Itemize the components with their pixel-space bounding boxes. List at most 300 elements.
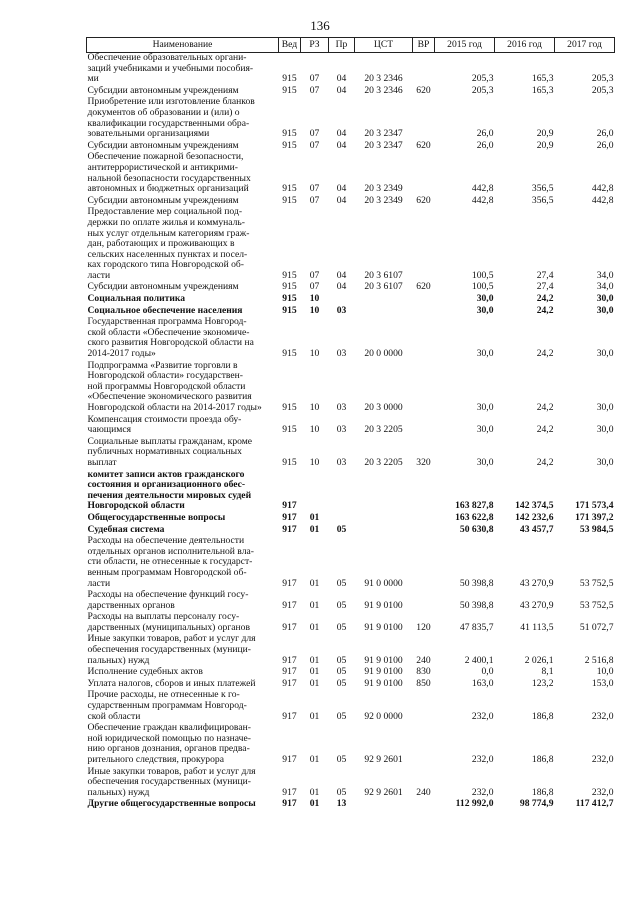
cell-name-line: 2014-2017 годы» [87, 348, 156, 360]
cell-2015: 442,8 [471, 183, 494, 195]
cell-name-line: Субсидии автономным учреждениям [87, 281, 239, 293]
cell-rz: 01 [309, 677, 320, 689]
cell-2017: 205,3 [591, 84, 614, 96]
cell-2015: 232,0 [471, 710, 494, 722]
table-row [87, 513, 615, 525]
cell-rz: 10 [309, 293, 320, 305]
cell-cst [355, 525, 413, 537]
header-cst: ЦСТ [355, 38, 413, 53]
header-rz: РЗ [301, 38, 329, 53]
table-row [87, 767, 615, 800]
cell-name-line: Судебная система [87, 523, 165, 535]
cell-ved: 915 [282, 281, 297, 293]
cell-pr: 05 [336, 577, 347, 589]
cell-2017: 442,8 [591, 183, 614, 195]
cell-name-line: ской области «Обеспечение экономиче- [87, 326, 250, 338]
cell-name-line: Новгородской области» государствен- [87, 370, 243, 382]
cell-rz: 07 [309, 128, 320, 140]
cell-name-line: дарственных (муниципальных) органов [87, 621, 250, 633]
cell-2016: 24,2 [536, 304, 554, 316]
cell-cst: 20 3 2205 [364, 424, 403, 436]
cell-2015: 232,0 [471, 786, 494, 798]
cell-name-line: ласти [87, 577, 111, 589]
cell-vr [413, 415, 435, 437]
cell-ved: 917 [282, 666, 297, 678]
cell-2017: 30,0 [596, 348, 614, 360]
table-row [87, 152, 615, 195]
cell-ved: 917 [282, 798, 297, 810]
cell-name-line: Новгородской области [87, 500, 185, 512]
cell-2017: 232,0 [591, 710, 614, 722]
cell-vr: 240 [416, 786, 431, 798]
cell-vr: 830 [416, 666, 431, 678]
cell-pr: 04 [336, 183, 347, 195]
table-row [87, 415, 615, 437]
cell-cst: 20 3 2347 [364, 128, 403, 140]
cell-2015: 2 400,1 [464, 654, 494, 666]
cell-2017: 34,0 [596, 281, 614, 293]
cell-rz: 10 [309, 424, 320, 436]
cell-cst [355, 513, 413, 525]
cell-rz: 01 [309, 654, 320, 666]
cell-ved: 915 [282, 456, 297, 468]
cell-2017: 30,0 [596, 293, 614, 305]
cell-ved: 917 [282, 577, 297, 589]
cell-2015: 163,0 [471, 677, 494, 689]
cell-name-line: обеспечения государственных (муници- [87, 776, 252, 788]
cell-name [87, 513, 279, 525]
cell-pr: 04 [336, 139, 347, 151]
table-row [87, 634, 615, 667]
header-2016: 2016 год [495, 38, 555, 53]
cell-2016: 24,2 [536, 293, 554, 305]
cell-pr: 05 [336, 599, 347, 611]
cell-rz: 07 [309, 84, 320, 96]
cell-name-line: публичных нормативных социальных [87, 446, 242, 458]
cell-name-line: Субсидии автономным учреждениям [87, 139, 239, 151]
cell-cst: 20 3 2346 [364, 84, 403, 96]
table-body [87, 53, 615, 811]
header-2015: 2015 год [435, 38, 495, 53]
cell-2015: 50 398,8 [459, 599, 494, 611]
cell-cst [355, 799, 413, 811]
cell-rz: 01 [309, 666, 320, 678]
cell-vr [413, 723, 435, 766]
cell-name-line: ках городского типа Новгородской об- [87, 259, 244, 271]
cell-2015: 50 630,8 [459, 523, 494, 535]
cell-2016: 24,2 [536, 402, 554, 413]
cell-2016: 186,8 [531, 710, 554, 722]
cell-ved: 917 [282, 677, 297, 689]
cell-name-line: нальной безопасности государственных [87, 172, 251, 184]
cell-2016: 186,8 [531, 754, 554, 765]
cell-ved: 915 [282, 139, 297, 151]
cell-2015: 26,0 [476, 139, 494, 151]
cell-2016: 24,2 [536, 456, 554, 468]
cell-name-line: рительного следствия, прокурора [87, 754, 224, 765]
cell-vr [413, 361, 435, 415]
cell-rz: 01 [309, 511, 320, 523]
cell-name-line: Социальное обеспечение населения [87, 304, 243, 316]
cell-ved: 915 [282, 402, 297, 413]
cell-2017: 232,0 [591, 754, 614, 765]
cell-cst: 91 9 0100 [364, 677, 403, 689]
cell-pr: 04 [336, 73, 347, 85]
cell-ved: 917 [282, 511, 297, 523]
cell-ved: 915 [282, 84, 297, 96]
cell-name [87, 53, 279, 86]
cell-pr: 05 [336, 754, 347, 765]
cell-pr: 05 [336, 710, 347, 722]
cell-name-line: документов об образовании и (или) о [87, 106, 240, 118]
cell-2017: 26,0 [596, 128, 614, 140]
cell-2017: 53 752,5 [579, 599, 614, 611]
cell-name-line: автономных и бюджетных организаций [87, 183, 249, 195]
cell-name-line: выплат [87, 456, 117, 468]
cell-2016: 20,9 [536, 139, 554, 151]
cell-ved: 915 [282, 128, 297, 140]
cell-name-line: комитет записи актов гражданского [87, 468, 245, 480]
cell-cst: 91 9 0100 [364, 654, 403, 666]
cell-name [87, 634, 279, 667]
cell-name-line: квалификации государственными обра- [87, 117, 250, 129]
cell-name-line: Общегосударственные вопросы [87, 511, 226, 523]
cell-rz: 01 [309, 754, 320, 765]
cell-vr [413, 53, 435, 86]
cell-name [87, 207, 279, 282]
cell-2016: 27,4 [536, 281, 554, 293]
cell-rz: 10 [309, 456, 320, 468]
cell-name-line: заций учебниками и учебными пособия- [87, 62, 254, 74]
cell-2017: 34,0 [596, 269, 614, 281]
cell-cst: 92 9 2601 [364, 786, 403, 798]
table-row [87, 690, 615, 723]
cell-name-line: Обеспечение образовательных органи- [87, 52, 247, 63]
cell-2017: 117 412,7 [575, 798, 614, 810]
cell-ved: 917 [282, 500, 297, 512]
cell-vr [413, 317, 435, 360]
cell-name [87, 294, 279, 306]
cell-pr: 04 [336, 281, 347, 293]
cell-name-line: Обеспечение граждан квалифицирован- [87, 722, 251, 734]
cell-2016: 43 457,7 [519, 523, 554, 535]
table-row [87, 437, 615, 470]
cell-2015: 163 827,8 [455, 500, 494, 512]
cell-rz: 01 [309, 599, 320, 611]
cell-vr: 240 [416, 654, 431, 666]
cell-vr [413, 799, 435, 811]
cell-cst: 20 3 2349 [364, 183, 403, 195]
cell-cst: 20 3 2205 [364, 456, 403, 468]
cell-name-line: печения деятельности мировых судей [87, 489, 252, 501]
cell-2016: 356,5 [531, 183, 554, 195]
cell-2016: 98 774,9 [519, 798, 554, 810]
table-row [87, 799, 615, 811]
cell-vr [413, 590, 435, 612]
cell-rz: 07 [309, 269, 320, 281]
cell-pr: 13 [336, 798, 347, 810]
cell-2015: 50 398,8 [459, 577, 494, 589]
cell-name-line: состояния и организационного обес- [87, 479, 246, 491]
cell-name-line: нию органов дознания, органов предва- [87, 743, 250, 755]
cell-name [87, 152, 279, 195]
cell-cst: 20 3 6107 [364, 281, 403, 293]
cell-2017: 30,0 [596, 456, 614, 468]
cell-2015: 30,0 [476, 456, 494, 468]
cell-name [87, 437, 279, 470]
cell-2017: 171 573,4 [575, 500, 614, 512]
cell-2016: 142 374,5 [515, 500, 554, 512]
cell-vr [413, 294, 435, 306]
cell-2017: 30,0 [596, 304, 614, 316]
cell-name [87, 536, 279, 590]
cell-name [87, 612, 279, 634]
cell-name-line: чающимся [87, 424, 132, 436]
cell-name-line: дарственных органов [87, 599, 175, 611]
cell-ved: 917 [282, 710, 297, 722]
header-vr: ВР [413, 38, 435, 53]
cell-name-line: зовательными организациями [87, 128, 210, 140]
cell-rz: 07 [309, 73, 320, 85]
cell-2015: 112 992,0 [455, 798, 494, 810]
cell-name-line: ной программы Новгородской области [87, 380, 246, 392]
cell-2017: 2 516,8 [584, 654, 614, 666]
cell-name [87, 690, 279, 723]
table-header [87, 38, 615, 53]
cell-vr: 850 [416, 677, 431, 689]
cell-vr: 620 [416, 84, 431, 96]
cell-ved: 915 [282, 183, 297, 195]
cell-name [87, 470, 279, 513]
cell-pr: 05 [336, 666, 347, 678]
cell-name-line: Исполнение судебных актов [87, 666, 203, 678]
cell-name-line: Предоставление мер социальной под- [87, 206, 243, 218]
cell-name [87, 723, 279, 766]
cell-ved: 915 [282, 348, 297, 360]
table-row [87, 470, 615, 513]
cell-pr [329, 513, 355, 525]
budget-table [86, 37, 615, 811]
cell-ved: 915 [282, 194, 297, 206]
cell-2016: 186,8 [531, 786, 554, 798]
cell-2015: 163 622,8 [455, 511, 494, 523]
table-row [87, 723, 615, 766]
cell-vr [413, 513, 435, 525]
cell-name-line: Другие общегосударственные вопросы [87, 798, 256, 810]
cell-cst: 20 3 2346 [364, 73, 403, 85]
cell-name-line: Государственная программа Новгород- [87, 316, 247, 328]
cell-name-line: пальных) нужд [87, 786, 150, 798]
cell-name-line: Обеспечение пожарной безопасности, [87, 151, 244, 163]
cell-name-line: пальных) нужд [87, 654, 150, 666]
cell-2016: 43 270,9 [519, 577, 554, 589]
cell-rz: 01 [309, 523, 320, 535]
cell-rz: 10 [309, 402, 320, 413]
cell-name-line: сударственным программам Новгород- [87, 700, 247, 712]
cell-pr: 03 [336, 424, 347, 436]
cell-2016: 8,1 [541, 666, 554, 678]
cell-vr [413, 470, 435, 513]
cell-pr: 03 [336, 456, 347, 468]
cell-name-line: ского развития Новгородской области на [87, 337, 254, 349]
cell-pr: 05 [336, 654, 347, 666]
cell-2016: 2 026,1 [524, 654, 554, 666]
cell-name-line: сельских населенных пунктах и посел- [87, 248, 248, 260]
cell-2015: 26,0 [476, 128, 494, 140]
cell-2015: 47 835,7 [459, 621, 494, 633]
cell-vr: 620 [416, 139, 431, 151]
cell-2015: 442,8 [471, 194, 494, 206]
table-row [87, 97, 615, 140]
cell-ved: 917 [282, 523, 297, 535]
cell-pr: 04 [336, 84, 347, 96]
cell-name-line: Субсидии автономным учреждениям [87, 194, 239, 206]
table-row [87, 612, 615, 634]
cell-vr [413, 207, 435, 282]
cell-cst: 91 9 0100 [364, 599, 403, 611]
cell-pr: 05 [336, 621, 347, 633]
header-pr: Пр [329, 38, 355, 53]
cell-name [87, 361, 279, 415]
cell-rz: 10 [309, 304, 320, 316]
cell-2015: 30,0 [476, 424, 494, 436]
cell-name-line: держки по оплате жилья и коммуналь- [87, 216, 245, 228]
cell-name-line: антитеррористической и антикрими- [87, 161, 238, 173]
cell-cst [355, 306, 413, 318]
cell-name [87, 317, 279, 360]
header-ved: Вед [279, 38, 301, 53]
cell-name-line: Приобретение или изготовление бланков [87, 96, 255, 108]
cell-name-line: Расходы на обеспечение деятельности [87, 535, 245, 547]
cell-name [87, 415, 279, 437]
cell-2017: 26,0 [596, 139, 614, 151]
cell-pr: 04 [336, 194, 347, 206]
cell-pr [329, 294, 355, 306]
cell-2015: 100,5 [471, 281, 494, 293]
cell-pr: 05 [336, 523, 347, 535]
cell-name-line: ми [87, 73, 99, 85]
cell-name-line: Уплата налогов, сборов и иных платежей [87, 677, 256, 689]
cell-2017: 53 752,5 [579, 577, 614, 589]
cell-2015: 30,0 [476, 402, 494, 413]
cell-rz: 07 [309, 183, 320, 195]
cell-pr: 05 [336, 677, 347, 689]
cell-vr [413, 152, 435, 195]
table-row [87, 361, 615, 415]
cell-2017: 53 984,5 [579, 523, 614, 535]
cell-cst: 20 3 2347 [364, 139, 403, 151]
cell-name [87, 97, 279, 140]
cell-name-line: Новгородской области на 2014-2017 годы» [87, 402, 262, 413]
cell-2016: 41 113,5 [520, 621, 554, 633]
cell-2016: 356,5 [531, 194, 554, 206]
cell-rz [301, 470, 329, 513]
cell-rz: 07 [309, 281, 320, 293]
cell-vr [413, 306, 435, 318]
cell-2016: 24,2 [536, 424, 554, 436]
cell-name-line: Субсидии автономным учреждениям [87, 84, 239, 96]
cell-name-line: венным программам Новгородской об- [87, 566, 247, 578]
cell-ved: 915 [282, 304, 297, 316]
cell-name-line: сти области, не отнесенные к государст- [87, 556, 253, 568]
cell-name-line: «Обеспечение экономического развития [87, 391, 252, 403]
cell-name-line: обеспечения государственных (муници- [87, 644, 252, 656]
table-row [87, 536, 615, 590]
cell-name-line: дан, работающих и проживающих в [87, 238, 235, 250]
cell-rz: 01 [309, 798, 320, 810]
cell-rz: 01 [309, 786, 320, 798]
cell-2016: 20,9 [536, 128, 554, 140]
cell-name-line: ласти [87, 269, 111, 281]
cell-name-line: Социальные выплаты гражданам, кроме [87, 435, 253, 447]
cell-name-line: Иные закупки товаров, работ и услуг для [87, 633, 256, 645]
cell-name-line: Прочие расходы, не отнесенные к го- [87, 689, 240, 701]
cell-rz: 10 [309, 348, 320, 360]
cell-vr [413, 97, 435, 140]
cell-name-line: Расходы на обеспечение функций госу- [87, 589, 249, 601]
cell-cst: 92 9 2601 [364, 754, 403, 765]
cell-name-line: Компенсация стоимости проезда обу- [87, 413, 242, 425]
cell-pr: 04 [336, 269, 347, 281]
cell-name-line: Подпрограмма «Развитие торговли в [87, 359, 238, 371]
cell-cst: 92 0 0000 [364, 710, 403, 722]
cell-name-line: ных услуг отдельным категориям граж- [87, 227, 250, 239]
cell-2017: 10,0 [596, 666, 614, 678]
cell-pr [329, 470, 355, 513]
cell-rz: 07 [309, 194, 320, 206]
cell-vr [413, 536, 435, 590]
cell-pr: 03 [336, 304, 347, 316]
cell-rz: 01 [309, 710, 320, 722]
cell-2015: 100,5 [471, 269, 494, 281]
cell-ved: 917 [282, 786, 297, 798]
cell-2017: 153,0 [591, 677, 614, 689]
cell-ved: 915 [282, 73, 297, 85]
cell-2017: 171 397,2 [575, 511, 614, 523]
cell-name [87, 767, 279, 800]
cell-name-line: ной юридической помощью по назначе- [87, 732, 251, 744]
cell-2015: 205,3 [471, 73, 494, 85]
cell-cst: 20 3 6107 [364, 269, 403, 281]
cell-name [87, 590, 279, 612]
cell-2016: 165,3 [531, 84, 554, 96]
cell-2017: 51 072,7 [579, 621, 614, 633]
cell-2017: 30,0 [596, 402, 614, 413]
cell-ved: 917 [282, 754, 297, 765]
cell-2017: 442,8 [591, 194, 614, 206]
cell-ved: 917 [282, 599, 297, 611]
cell-cst: 91 9 0100 [364, 666, 403, 678]
cell-2017: 30,0 [596, 424, 614, 436]
cell-2015: 0,0 [481, 666, 494, 678]
cell-vr [413, 690, 435, 723]
cell-cst: 20 0 0000 [364, 348, 403, 360]
cell-pr: 03 [336, 402, 347, 413]
cell-cst [355, 470, 413, 513]
cell-cst: 91 9 0100 [364, 621, 403, 633]
table-row [87, 53, 615, 86]
table-row [87, 590, 615, 612]
cell-2017: 232,0 [591, 786, 614, 798]
cell-name [87, 799, 279, 811]
cell-pr: 05 [336, 786, 347, 798]
cell-cst: 20 3 2349 [364, 194, 403, 206]
cell-cst: 91 0 0000 [364, 577, 403, 589]
cell-vr: 620 [416, 281, 431, 293]
cell-name-line: Расходы на выплаты персоналу госу- [87, 611, 240, 623]
cell-name-line: Социальная политика [87, 293, 186, 305]
cell-2015: 205,3 [471, 84, 494, 96]
